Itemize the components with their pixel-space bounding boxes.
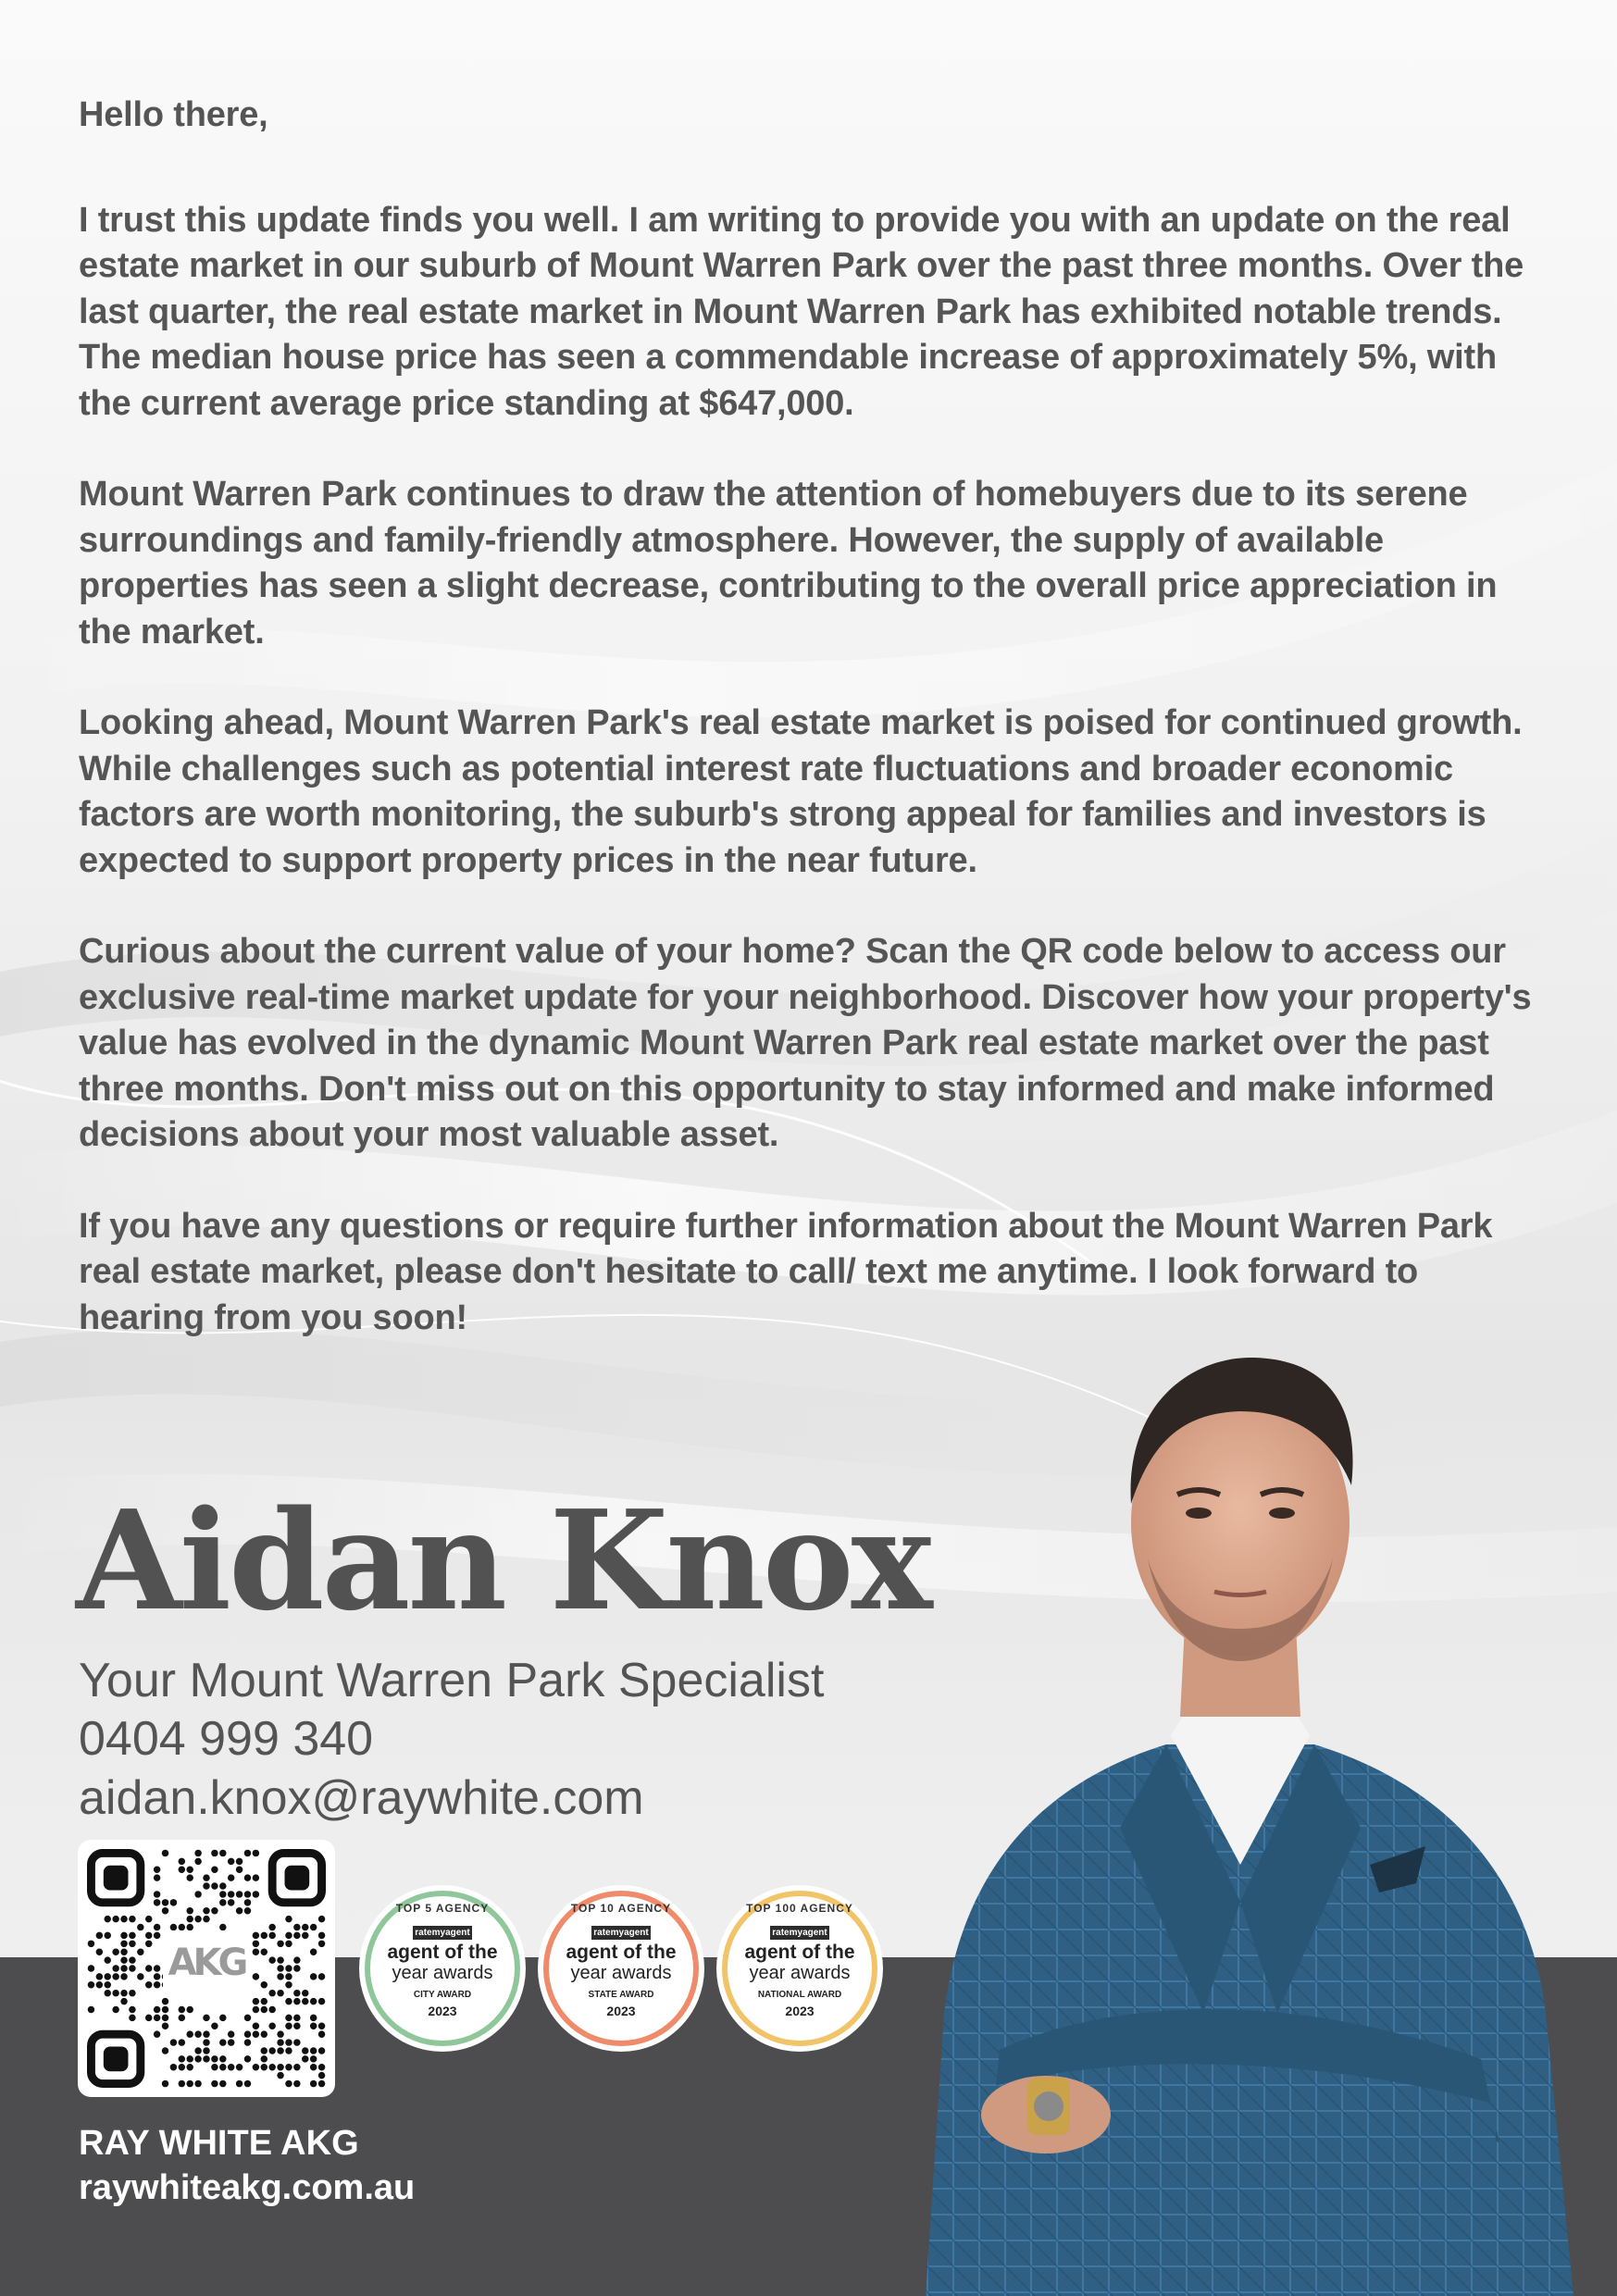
agent-title: Your Mount Warren Park Specialist (79, 1654, 825, 1707)
badge-line2: year awards (392, 1963, 493, 1983)
badge-line1: agent of the (387, 1942, 498, 1963)
badge-tier: TOP 100 AGENCY (746, 1902, 853, 1915)
badge-brand: ratemyagent (413, 1926, 472, 1940)
badge-line1: agent of the (744, 1942, 855, 1963)
greeting: Hello there, (79, 95, 268, 134)
badge-tier: TOP 10 AGENCY (570, 1902, 672, 1915)
badge-brand: ratemyagent (591, 1926, 651, 1940)
badge-line2: year awards (749, 1963, 851, 1983)
paragraph-outlook: Looking ahead, Mount Warren Park's real estate market is poised for continued growth. While challenges such as potential interest rate fluctuations and broader economic factors are worth monitoring, the suburb's strong appeal for families and investors is expected to support property prices in the near future. (79, 703, 1523, 880)
badge-line2: year awards (570, 1963, 672, 1983)
agent-portrait (889, 1347, 1592, 2296)
paragraph-contact: If you have any questions or require further information about the Mount Warren Park real estate market, please don't hesitate to call/ text me anytime. I look forward to hearing from you soon! (79, 1206, 1493, 1337)
paragraph-qr-invite: Curious about the current value of your home? Scan the QR code below to access our exclusive real-time market update for your neighborhood. Discover how your property's value has evolved in the dynamic Mount Warren Park real estate market over the past three months. Don't miss out on this opportunity to stay informed and make informed decisions about your most valuable asset. (79, 932, 1532, 1154)
akg-logo: AKG (163, 1930, 250, 1995)
award-badge-city (359, 1885, 526, 2052)
badge-award: CITY AWARD (413, 1990, 472, 2000)
badge-year: 2023 (785, 2004, 815, 2018)
paragraph-market-update: I trust this update finds you well. I am writing to provide you with an update on the real estate market in our suburb of Mount Warren Park over the past three months. Over the last quarter, the real estate market in Mount Warren Park has exhibited notable trends. The median house price has seen a commendable increase of approximately 5%, with the current average price standing at $647,000. (79, 200, 1524, 423)
badge-line1: agent of the (566, 1942, 677, 1963)
agent-email[interactable]: aidan.knox@raywhite.com (79, 1771, 644, 1825)
brand-website[interactable]: raywhiteakg.com.au (79, 2168, 416, 2207)
badge-year: 2023 (428, 2004, 457, 2018)
letter-body (79, 93, 1541, 1386)
badge-award: STATE AWARD (588, 1990, 654, 2000)
qr-code[interactable] (78, 1840, 335, 2097)
badge-tier: TOP 5 AGENCY (395, 1902, 490, 1915)
paragraph-attraction: Mount Warren Park continues to draw the attention of homebuyers due to its serene surroundings and family-friendly atmosphere. However, the supply of available properties has seen a slight decrease, contributing to the overall price appreciation in the market. (79, 475, 1498, 652)
agent-phone[interactable]: 0404 999 340 (79, 1712, 374, 1766)
badge-award: NATIONAL AWARD (757, 1990, 842, 2000)
award-badge-state (538, 1885, 704, 2052)
brand-name: RAY WHITE AKG (79, 2124, 359, 2163)
award-badge-national (716, 1885, 883, 2052)
badge-year: 2023 (606, 2004, 636, 2018)
badge-brand: ratemyagent (770, 1926, 829, 1940)
agent-name: Aidan Knox (76, 1480, 930, 1641)
